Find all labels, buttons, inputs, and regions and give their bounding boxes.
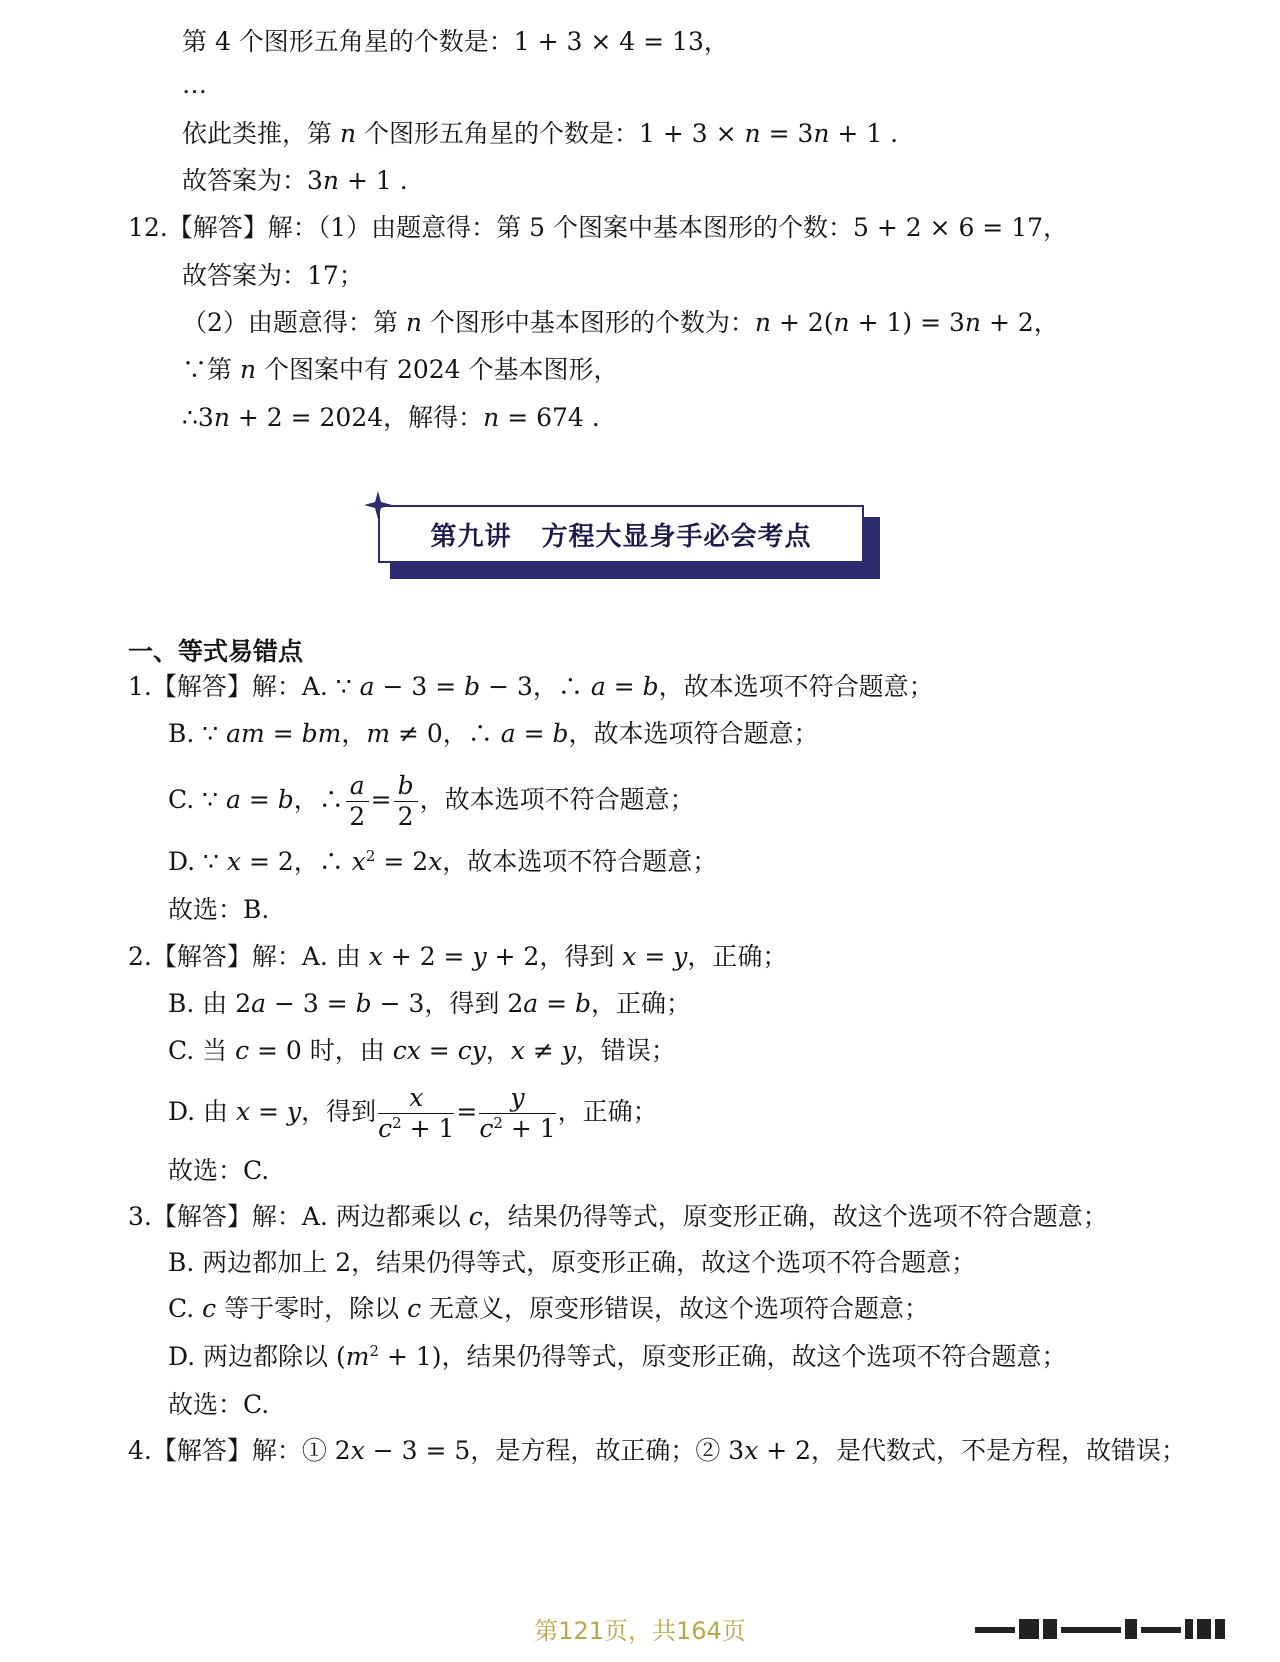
fraction: $\frac{b}{2}$ [394, 771, 418, 832]
text-line: ∴3n + 2 = 2024，解得：n = 674 . [182, 403, 600, 432]
answer-2-line-a: 2.【解答】解：A. 由 x + 2 = y + 2，得到 x = y，正确； [128, 942, 788, 971]
answer-2-line-d: D. 由 x = y，得到 $\frac{x}{c^2 + 1}$ = $\frac{y}{c^2 + 1}$ ，正确； [168, 1083, 658, 1143]
text-line: 故答案为：17； [182, 261, 364, 290]
text-line: （2）由题意得：第 n 个图形中基本图形的个数为：n + 2(n + 1) = 3n + 2， [182, 308, 1059, 337]
answer-3-line-b: B. 两边都加上 2，结果仍得等式，原变形正确，故这个选项不符合题意； [168, 1248, 977, 1277]
fraction: $\frac{x}{c^2 + 1}$ [378, 1083, 455, 1143]
answer-1-line-c: C. ∵ a = b，∴ $\frac{a}{2}$ = $\frac{b}{2}$ ，故本选项不符合题意； [168, 771, 695, 831]
text-line: ∵第 n 个图案中有 2024 个基本图形， [182, 355, 619, 384]
fraction: $\frac{y}{c^2 + 1}$ [479, 1083, 556, 1143]
answer-2-choice: 故选：C. [168, 1156, 270, 1185]
answer-3-line-c: C. c 等于零时，除以 c 无意义，原变形错误，故这个选项符合题意； [168, 1294, 930, 1323]
answer-1-line-b: B. ∵ am = bm，m ≠ 0，∴ a = b，故本选项符合题意； [168, 719, 819, 748]
answer-2-line-c: C. 当 c = 0 时，由 cx = cy，x ≠ y，错误； [168, 1036, 676, 1065]
banner-lesson-title: 方程大显身手必会考点 [541, 521, 812, 552]
answer-1-choice: 故选：B. [168, 895, 270, 924]
text-line: … [182, 70, 207, 99]
answer-4-line-a: 4.【解答】解：① 2x − 3 = 5，是方程，故正确；② 3x + 2，是代数式，不是方程，故错误； [128, 1436, 1187, 1465]
answer-1-line-d: D. ∵ x = 2，∴ $x^2 = 2x$，故本选项不符合题意； [168, 847, 718, 876]
banner-title [378, 505, 864, 563]
sparkle-icon [364, 491, 392, 519]
answer-3-choice: 故选：C. [168, 1390, 270, 1419]
section-title: 一、等式易错点 [128, 637, 304, 666]
watermark-decoration [975, 1617, 1245, 1643]
banner-lesson-number: 第九讲 [430, 521, 512, 552]
answer-12-line: 12.【解答】解：（1）由题意得：第 5 个图案中基本图形的个数：5 + 2 × 6 = 17， [128, 213, 1069, 242]
answer-2-line-b: B. 由 2a − 3 = b − 3，得到 2a = b，正确； [168, 989, 692, 1018]
text-line: 第 4 个图形五角星的个数是：1 + 3 × 4 = 13， [182, 27, 729, 56]
answer-3-line-a: 3.【解答】解：A. 两边都乘以 c，结果仍得等式，原变形正确，故这个选项不符合题意； [128, 1202, 1108, 1231]
page-number: 第121页，共164页 [534, 1617, 746, 1645]
answer-1-line-a: 1.【解答】解：A. ∵ a − 3 = b − 3，∴ a = b，故本选项不符合题意； [128, 672, 934, 701]
answer-3-line-d: D. 两边都除以 $(m^2 + 1)$，结果仍得等式，原变形正确，故这个选项不符合题意； [168, 1342, 1067, 1371]
fraction: $\frac{a}{2}$ [346, 771, 369, 832]
chapter-banner [378, 505, 884, 587]
text-line: 故答案为：3n + 1 . [182, 166, 408, 195]
text-line: 依此类推，第 n 个图形五角星的个数是：1 + 3 × n = 3n + 1 . [182, 119, 899, 148]
